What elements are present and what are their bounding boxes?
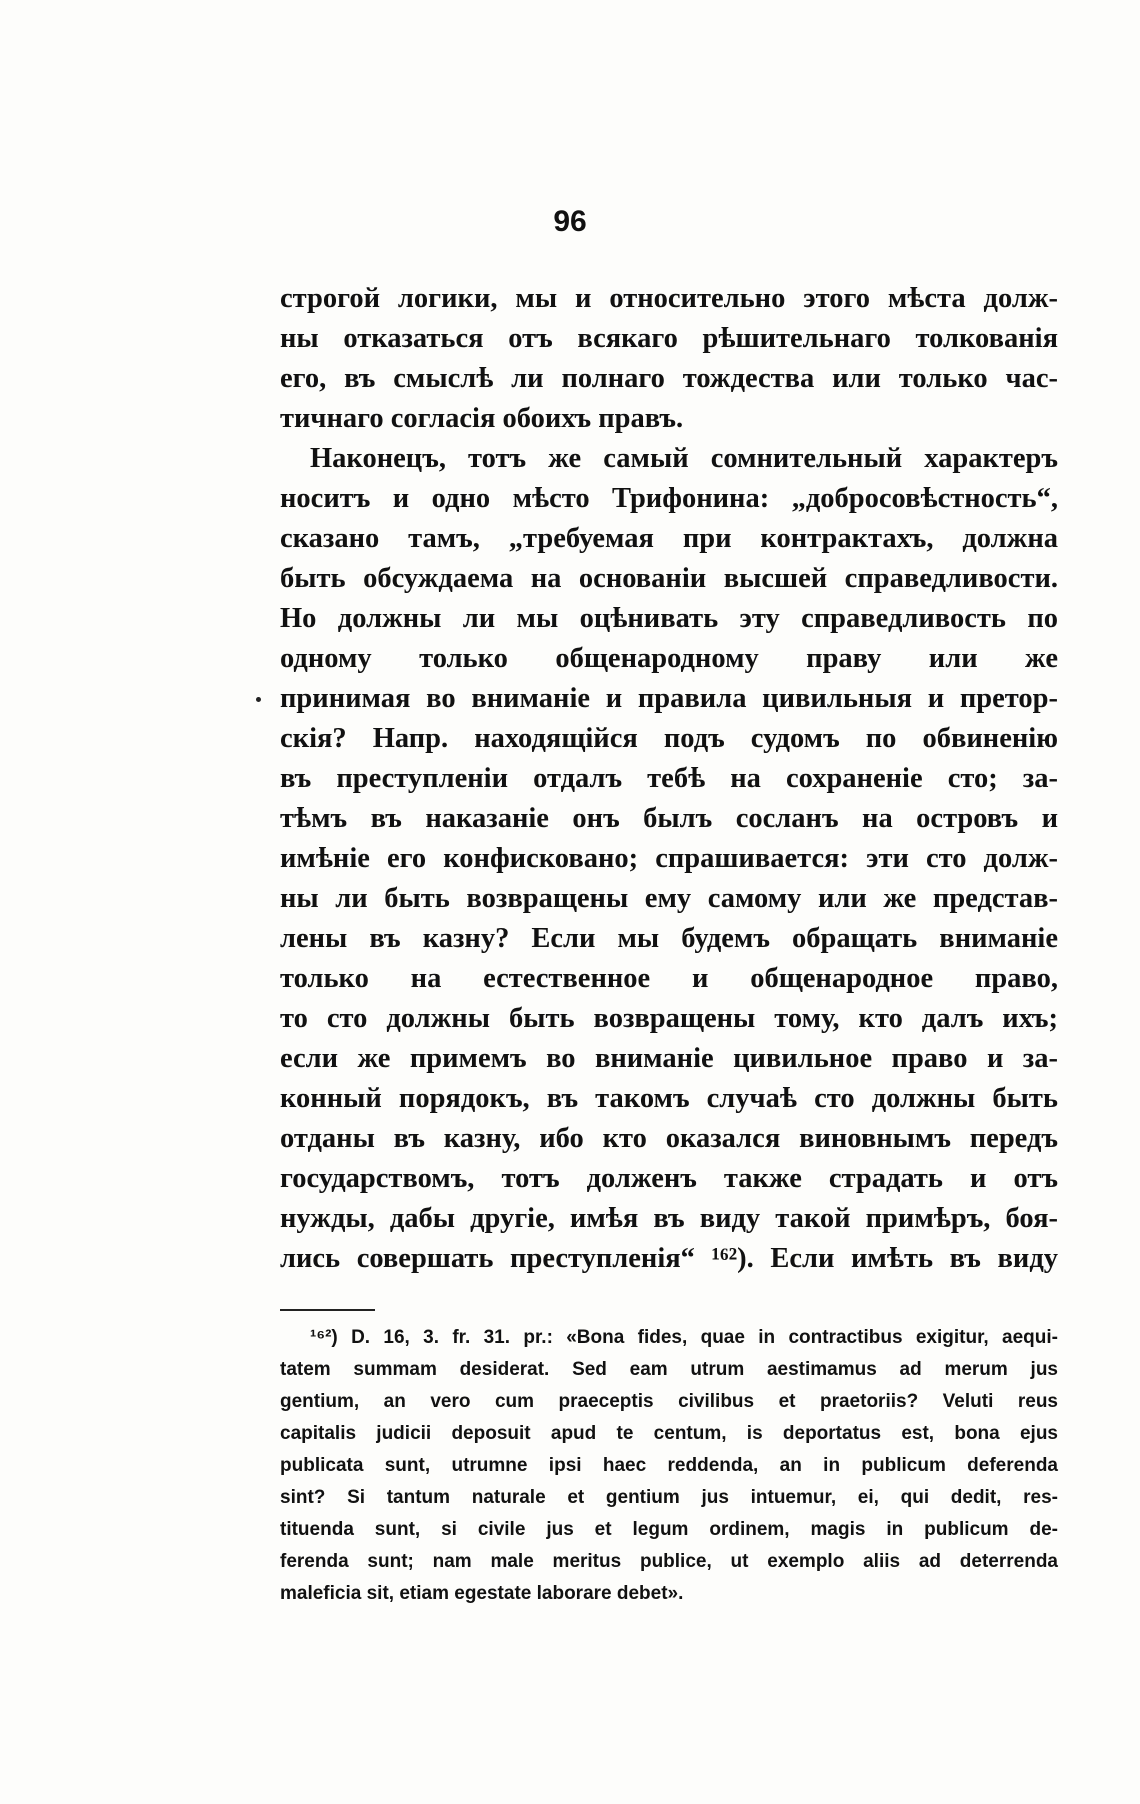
text-line: государствомъ, тотъ долженъ также страдать и отъ bbox=[280, 1163, 1058, 1194]
text-line: лены въ казну? Если мы будемъ обращать вниманіе bbox=[280, 923, 1058, 954]
footnote-line: sint? Si tantum naturale et gentium jus intuemur, ei, qui dedit, res- bbox=[280, 1487, 1058, 1508]
margin-mark bbox=[256, 697, 261, 702]
text-line: тичнаго согласія обоихъ правъ. bbox=[280, 403, 684, 434]
text-line: строгой логики, мы и относительно этого мѣста долж- bbox=[280, 283, 1058, 314]
text-line: Наконецъ, тотъ же самый сомнительный характеръ bbox=[310, 443, 1058, 474]
footnote-line: publicata sunt, utrumne ipsi haec reddenda, an in publicum deferenda bbox=[280, 1455, 1058, 1476]
text-line: лись совершать преступленія“ ¹⁶²). Если имѣть въ виду bbox=[280, 1243, 1058, 1274]
footnote bbox=[280, 1322, 1058, 1610]
main-text bbox=[280, 279, 1058, 1279]
footnote-line: gentium, an vero cum praeceptis civilibus et praetoriis? Veluti reus bbox=[280, 1391, 1058, 1412]
text-line: конный порядокъ, въ такомъ случаѣ сто должны быть bbox=[280, 1083, 1058, 1114]
footnote-line: ¹⁶²) D. 16, 3. fr. 31. pr.: «Bona fides, quae in contractibus exigitur, aequi- bbox=[310, 1327, 1058, 1348]
text-line: быть обсуждаема на основаніи высшей справедливости. bbox=[280, 563, 1058, 594]
text-line: если же примемъ во вниманіе цивильное право и за- bbox=[280, 1043, 1058, 1074]
footnote-divider bbox=[280, 1309, 375, 1311]
text-line: Но должны ли мы оцѣнивать эту справедливость по bbox=[280, 603, 1058, 634]
text-line: только на естественное и общенародное право, bbox=[280, 963, 1058, 994]
text-line: имѣніе его конфисковано; спрашивается: эти сто долж- bbox=[280, 843, 1058, 874]
text-line: ны отказаться отъ всякаго рѣшительнаго толкованія bbox=[280, 323, 1058, 354]
footnote-line: ferenda sunt; nam male meritus publice, ut exemplo aliis ad deterrenda bbox=[280, 1551, 1058, 1572]
text-line: носитъ и одно мѣсто Трифонина: „добросовѣстность“, bbox=[280, 483, 1058, 514]
footnote-line: maleficia sit, etiam egestate laborare debet». bbox=[280, 1583, 684, 1604]
text-line: скія? Напр. находящійся подъ судомъ по обвиненію bbox=[280, 723, 1058, 754]
text-line: принимая во вниманіе и правила цивильныя и претор- bbox=[280, 683, 1058, 714]
footnote-line: tituenda sunt, si civile jus et legum ordinem, magis in publicum de- bbox=[280, 1519, 1058, 1540]
text-line: нужды, дабы другіе, имѣя въ виду такой примѣръ, боя- bbox=[280, 1203, 1058, 1234]
footnote-line: capitalis judicii deposuit apud te centum, is deportatus est, bona ejus bbox=[280, 1423, 1058, 1444]
footnote-line: tatem summam desiderat. Sed eam utrum aestimamus ad merum jus bbox=[280, 1359, 1058, 1380]
text-line: то сто должны быть возвращены тому, кто далъ ихъ; bbox=[280, 1003, 1058, 1034]
text-line: въ преступленіи отдалъ тебѣ на сохраненіе сто; за- bbox=[280, 763, 1058, 794]
text-line: его, въ смыслѣ ли полнаго тождества или только час- bbox=[280, 363, 1058, 394]
text-line: тѣмъ въ наказаніе онъ былъ сосланъ на островъ и bbox=[280, 803, 1058, 834]
text-line: сказано тамъ, „требуемая при контрактахъ, должна bbox=[280, 523, 1058, 554]
text-line: ны ли быть возвращены ему самому или же представ- bbox=[280, 883, 1058, 914]
text-line: отданы въ казну, ибо кто оказался виновнымъ передъ bbox=[280, 1123, 1058, 1154]
text-line: одному только общенародному праву или же bbox=[280, 643, 1058, 674]
page-number: 96 bbox=[553, 205, 587, 238]
